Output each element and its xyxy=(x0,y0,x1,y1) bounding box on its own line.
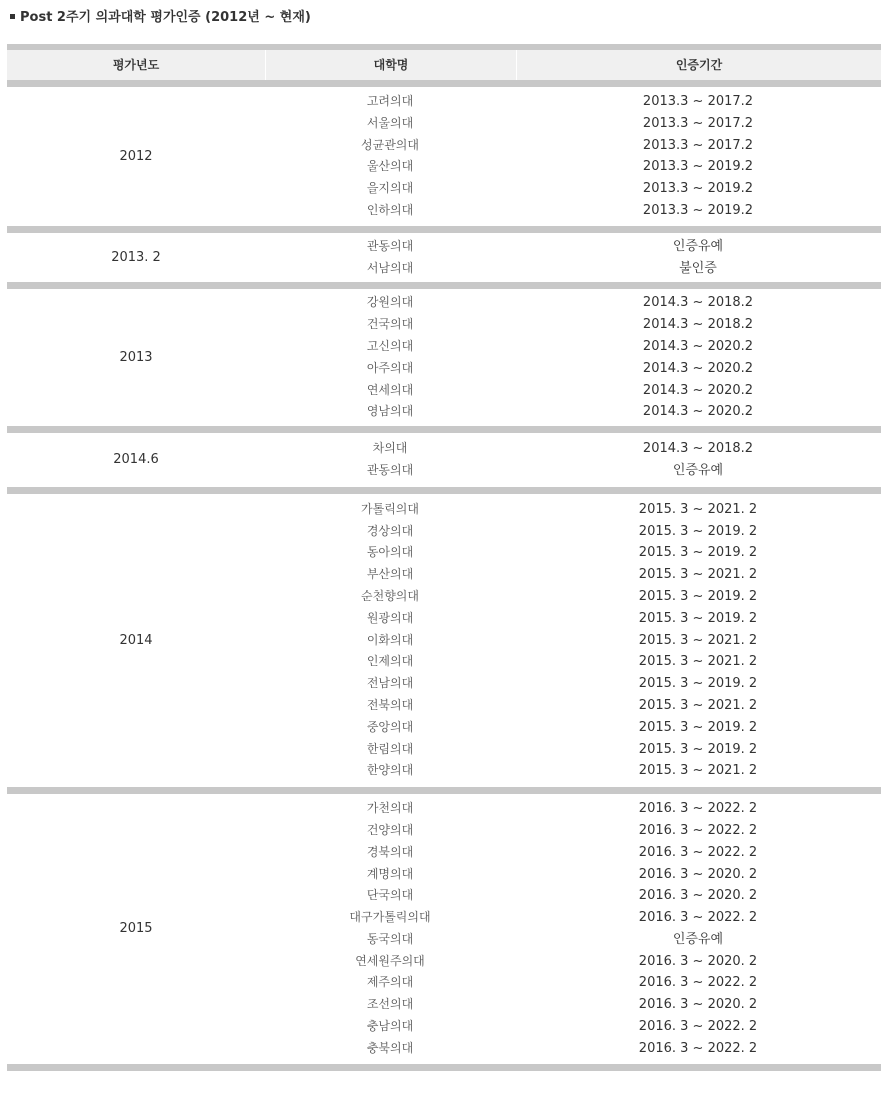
accreditation-period-cell: 2015. 3 ~ 2019. 2 xyxy=(638,523,758,539)
school-name-cell: 한양의대 xyxy=(366,763,414,778)
accreditation-period-cell: 2014.3 ~ 2020.2 xyxy=(642,360,754,376)
header-period: 인증기간 xyxy=(675,58,723,72)
school-list xyxy=(265,499,515,782)
eval-year-cell: 2015 xyxy=(119,921,153,937)
period-list xyxy=(515,798,881,1060)
accreditation-period-cell: 2015. 3 ~ 2021. 2 xyxy=(638,763,758,779)
school-name-cell: 가톨릭의대 xyxy=(361,501,419,516)
accreditation-period-cell: 2016. 3 ~ 2022. 2 xyxy=(638,801,758,817)
eval-year-cell: 2014.6 xyxy=(113,452,159,468)
school-name-cell: 건양의대 xyxy=(366,822,414,837)
period-list xyxy=(515,91,881,222)
accreditation-period-cell: 2013.3 ~ 2017.2 xyxy=(642,94,754,109)
accreditation-period-cell: 2014.3 ~ 2018.2 xyxy=(642,441,754,457)
school-name-cell: 을지의대 xyxy=(366,181,414,196)
school-name-cell: 차의대 xyxy=(372,441,408,456)
accreditation-period-cell: 2013.3 ~ 2019.2 xyxy=(642,159,754,175)
school-name-cell: 전북의대 xyxy=(366,697,414,712)
accreditation-period-cell: 2015. 3 ~ 2019. 2 xyxy=(638,545,758,561)
school-name-cell: 고신의대 xyxy=(366,338,414,353)
accreditation-period-cell: 2016. 3 ~ 2020. 2 xyxy=(638,888,758,904)
accreditation-period-cell: 2016. 3 ~ 2022. 2 xyxy=(638,822,758,838)
school-name-cell: 충남의대 xyxy=(366,1019,414,1034)
school-name-cell: 동아의대 xyxy=(366,545,414,560)
school-list xyxy=(265,91,515,222)
school-name-cell: 고려의대 xyxy=(366,94,414,108)
header-year: 평가년도 xyxy=(112,58,160,72)
school-name-cell: 강원의대 xyxy=(366,295,414,310)
school-list xyxy=(265,292,515,423)
table-group xyxy=(7,787,881,1064)
school-name-cell: 울산의대 xyxy=(366,159,414,174)
school-name-cell: 원광의대 xyxy=(366,610,414,625)
accreditation-period-cell: 2015. 3 ~ 2019. 2 xyxy=(638,610,758,626)
school-list xyxy=(265,236,515,280)
accreditation-period-cell: 2013.3 ~ 2019.2 xyxy=(642,202,754,218)
accreditation-period-cell: 2014.3 ~ 2018.2 xyxy=(642,317,754,333)
accreditation-period-cell: 2013.3 ~ 2019.2 xyxy=(642,181,754,197)
school-name-cell: 연세의대 xyxy=(366,382,414,397)
school-name-cell: 전남의대 xyxy=(366,676,414,691)
accreditation-period-cell: 2015. 3 ~ 2019. 2 xyxy=(638,588,758,604)
accreditation-period-cell: 2014.3 ~ 2020.2 xyxy=(642,382,754,398)
accreditation-period-cell: 2016. 3 ~ 2022. 2 xyxy=(638,1040,758,1056)
school-name-cell: 서남의대 xyxy=(366,260,414,275)
accreditation-period-cell: 2014.3 ~ 2018.2 xyxy=(642,295,754,311)
school-name-cell: 계명의대 xyxy=(366,866,414,881)
accreditation-period-cell: 2015. 3 ~ 2021. 2 xyxy=(638,567,758,583)
accreditation-period-cell: 2015. 3 ~ 2021. 2 xyxy=(638,632,758,648)
school-name-cell: 부산의대 xyxy=(366,567,414,582)
accreditation-period-cell: 2015. 3 ~ 2019. 2 xyxy=(638,676,758,692)
page-title-text: Post 2주기 의과대학 평가인증 (2012년 ~ 현재) xyxy=(20,10,311,25)
table-bottom-border xyxy=(7,1064,881,1071)
eval-year-cell: 2013 xyxy=(119,350,153,366)
accreditation-period-cell: 2015. 3 ~ 2021. 2 xyxy=(638,654,758,670)
school-name-cell: 충북의대 xyxy=(366,1040,414,1055)
school-name-cell: 동국의대 xyxy=(366,931,414,946)
school-name-cell: 제주의대 xyxy=(366,975,414,990)
table-header xyxy=(7,44,881,80)
school-name-cell: 건국의대 xyxy=(366,317,414,332)
table-group xyxy=(7,226,881,283)
accreditation-period-cell: 2016. 3 ~ 2022. 2 xyxy=(638,1019,758,1035)
accreditation-period-cell: 2016. 3 ~ 2022. 2 xyxy=(638,844,758,860)
table-group xyxy=(7,426,881,487)
school-name-cell: 아주의대 xyxy=(366,360,414,375)
accreditation-period-cell: 2015. 3 ~ 2021. 2 xyxy=(638,501,758,517)
table-body xyxy=(7,80,881,1064)
school-name-cell: 순천향의대 xyxy=(361,588,419,603)
page-title xyxy=(10,8,881,28)
school-name-cell: 조선의대 xyxy=(366,997,414,1012)
accreditation-period-cell: 2016. 3 ~ 2020. 2 xyxy=(638,953,758,969)
period-list xyxy=(515,292,881,423)
school-list xyxy=(265,798,515,1060)
school-name-cell: 한림의대 xyxy=(366,741,414,756)
period-list xyxy=(515,438,881,482)
square-bullet-icon xyxy=(10,14,15,19)
accreditation-period-cell: 2015. 3 ~ 2019. 2 xyxy=(638,719,758,735)
school-name-cell: 중앙의대 xyxy=(366,719,414,734)
school-name-cell: 가천의대 xyxy=(366,801,414,816)
accreditation-period-cell: 2014.3 ~ 2020.2 xyxy=(642,338,754,354)
eval-year-cell: 2012 xyxy=(119,148,153,164)
school-name-cell: 서울의대 xyxy=(366,115,414,130)
accreditation-period-cell: 인증유예 xyxy=(672,238,724,254)
table-group xyxy=(7,487,881,787)
header-school: 대학명 xyxy=(265,50,517,80)
eval-year-cell: 2014 xyxy=(119,632,153,648)
accreditation-period-cell: 2016. 3 ~ 2022. 2 xyxy=(638,910,758,926)
school-name-cell: 영남의대 xyxy=(366,404,414,419)
accreditation-period-cell: 불인증 xyxy=(679,260,717,276)
period-list xyxy=(515,499,881,782)
school-name-cell: 연세원주의대 xyxy=(355,953,425,968)
school-list xyxy=(265,438,515,482)
table-group xyxy=(7,282,881,426)
period-list xyxy=(515,236,881,280)
school-name-cell: 대구가톨릭의대 xyxy=(349,910,431,925)
accreditation-period-cell: 2016. 3 ~ 2020. 2 xyxy=(638,997,758,1013)
accreditation-period-cell: 2013.3 ~ 2017.2 xyxy=(642,137,754,153)
accreditation-period-cell: 2016. 3 ~ 2022. 2 xyxy=(638,975,758,991)
school-name-cell: 인하의대 xyxy=(366,202,414,217)
table-group xyxy=(7,80,881,226)
school-name-cell: 경북의대 xyxy=(366,844,414,859)
accreditation-period-cell: 인증유예 xyxy=(672,931,724,947)
school-name-cell: 관동의대 xyxy=(366,238,414,253)
accreditation-period-cell: 2015. 3 ~ 2021. 2 xyxy=(638,697,758,713)
school-name-cell: 이화의대 xyxy=(366,632,414,647)
accreditation-period-cell: 2013.3 ~ 2017.2 xyxy=(642,115,754,131)
school-name-cell: 관동의대 xyxy=(366,462,414,477)
eval-year-cell: 2013. 2 xyxy=(111,250,161,266)
accreditation-period-cell: 2014.3 ~ 2020.2 xyxy=(642,404,754,420)
school-name-cell: 단국의대 xyxy=(366,888,414,903)
school-name-cell: 성균관의대 xyxy=(361,137,419,152)
accreditation-period-cell: 2016. 3 ~ 2020. 2 xyxy=(638,866,758,882)
school-name-cell: 인제의대 xyxy=(366,654,414,669)
accreditation-table xyxy=(7,44,881,1071)
accreditation-period-cell: 2015. 3 ~ 2019. 2 xyxy=(638,741,758,757)
accreditation-period-cell: 인증유예 xyxy=(672,462,724,478)
school-name-cell: 경상의대 xyxy=(366,523,414,538)
